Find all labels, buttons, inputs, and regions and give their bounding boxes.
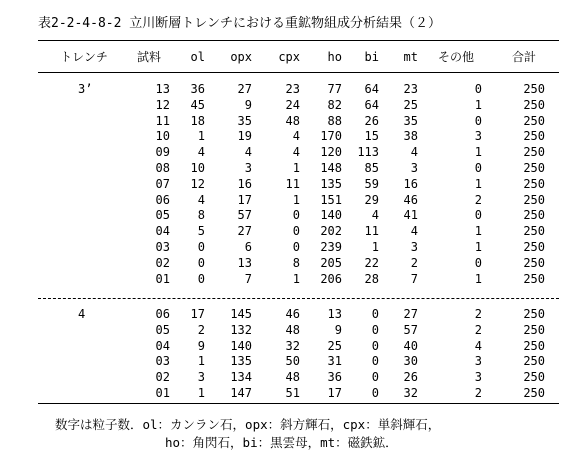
cell-ho: 206 bbox=[320, 271, 342, 286]
table-row bbox=[38, 354, 559, 369]
header-trench: トレンチ bbox=[60, 50, 108, 64]
table-row bbox=[38, 224, 559, 239]
cell-opx: 7 bbox=[244, 271, 252, 286]
cell-other: 3 bbox=[474, 354, 482, 369]
cell-total: 250 bbox=[523, 82, 545, 96]
table-row bbox=[38, 339, 559, 354]
cell-cpx: 0 bbox=[292, 240, 300, 254]
cell-ol: 4 bbox=[197, 145, 205, 160]
cell-total: 250 bbox=[523, 370, 545, 385]
cell-cpx: 50 bbox=[285, 354, 300, 369]
table-row bbox=[38, 208, 559, 223]
cell-total: 250 bbox=[523, 307, 545, 321]
cell-cpx: 1 bbox=[292, 192, 300, 207]
cell-ho: 88 bbox=[327, 113, 342, 128]
cell-mt: 30 bbox=[403, 354, 418, 369]
bottom-rule bbox=[38, 403, 559, 404]
cell-ol: 1 bbox=[197, 354, 205, 369]
cell-mt: 25 bbox=[403, 97, 418, 112]
cell-other: 3 bbox=[474, 129, 482, 144]
cell-ol: 0 bbox=[197, 271, 205, 286]
cell-ol: 45 bbox=[190, 97, 205, 112]
cell-other: 4 bbox=[474, 338, 482, 353]
cell-mt: 57 bbox=[403, 322, 418, 337]
cell-other: 0 bbox=[474, 255, 482, 270]
cell-opx: 19 bbox=[237, 129, 252, 144]
table-row bbox=[38, 193, 559, 208]
cell-total: 250 bbox=[523, 161, 545, 175]
cell-mt: 2 bbox=[410, 255, 418, 270]
cell-bi: 64 bbox=[364, 97, 379, 112]
cell-sample: 04 bbox=[155, 224, 170, 239]
cell-cpx: 48 bbox=[285, 370, 300, 385]
cell-total: 250 bbox=[523, 208, 545, 223]
cell-cpx: 8 bbox=[292, 255, 300, 270]
table-row bbox=[38, 129, 559, 144]
header-bi: bi bbox=[364, 50, 379, 64]
cell-total: 250 bbox=[523, 322, 545, 337]
cell-ol: 10 bbox=[190, 161, 205, 175]
cell-ol: 0 bbox=[197, 240, 205, 254]
cell-ho: 151 bbox=[320, 192, 342, 207]
cell-mt: 3 bbox=[410, 240, 418, 254]
cell-total: 250 bbox=[523, 176, 545, 191]
cell-opx: 6 bbox=[244, 240, 252, 254]
table-title: 表2-2-4-8-2 立川断層トレンチにおける重鉱物組成分析結果（２） bbox=[38, 16, 441, 31]
cell-other: 1 bbox=[474, 224, 482, 239]
cell-bi: 4 bbox=[371, 208, 379, 223]
cell-opx: 132 bbox=[230, 322, 252, 337]
cell-other: 1 bbox=[474, 97, 482, 112]
table-row bbox=[38, 370, 559, 385]
cell-ol: 5 bbox=[197, 224, 205, 239]
cell-bi: 85 bbox=[364, 161, 379, 175]
cell-ho: 135 bbox=[320, 176, 342, 191]
cell-ol: 3 bbox=[197, 370, 205, 385]
cell-bi: 1 bbox=[371, 240, 379, 254]
cell-opx: 57 bbox=[237, 208, 252, 223]
cell-mt: 23 bbox=[403, 82, 418, 96]
cell-other: 0 bbox=[474, 208, 482, 223]
cell-cpx: 48 bbox=[285, 113, 300, 128]
cell-ho: 140 bbox=[320, 208, 342, 223]
cell-bi: 0 bbox=[371, 386, 379, 400]
cell-ho: 239 bbox=[320, 240, 342, 254]
cell-mt: 4 bbox=[410, 145, 418, 160]
header-ol: ol bbox=[190, 50, 205, 64]
cell-mt: 41 bbox=[403, 208, 418, 223]
table-row bbox=[38, 98, 559, 113]
cell-other: 0 bbox=[474, 82, 482, 96]
cell-bi: 0 bbox=[371, 307, 379, 321]
cell-sample: 02 bbox=[155, 370, 170, 385]
cell-mt: 4 bbox=[410, 224, 418, 239]
cell-other: 2 bbox=[474, 386, 482, 400]
cell-ol: 18 bbox=[190, 113, 205, 128]
cell-bi: 29 bbox=[364, 192, 379, 207]
cell-opx: 35 bbox=[237, 113, 252, 128]
header-other: その他 bbox=[437, 50, 474, 64]
table-row bbox=[38, 177, 559, 192]
cell-opx: 145 bbox=[230, 307, 252, 321]
cell-other: 3 bbox=[474, 370, 482, 385]
cell-ol: 9 bbox=[197, 338, 205, 353]
cell-opx: 3 bbox=[244, 161, 252, 175]
header-mt: mt bbox=[403, 50, 418, 64]
cell-bi: 59 bbox=[364, 176, 379, 191]
table-row bbox=[38, 272, 559, 287]
cell-ol: 1 bbox=[197, 386, 205, 400]
cell-bi: 0 bbox=[371, 354, 379, 369]
header-cpx: cpx bbox=[278, 50, 300, 64]
cell-ho: 170 bbox=[320, 129, 342, 144]
cell-total: 250 bbox=[523, 97, 545, 112]
cell-mt: 32 bbox=[403, 386, 418, 400]
cell-total: 250 bbox=[523, 224, 545, 239]
cell-sample: 01 bbox=[155, 271, 170, 286]
cell-ol: 0 bbox=[197, 255, 205, 270]
table-row bbox=[38, 161, 559, 176]
cell-opx: 27 bbox=[237, 224, 252, 239]
cell-sample: 06 bbox=[155, 192, 170, 207]
cell-sample: 01 bbox=[155, 386, 170, 400]
header-sample: 試料 bbox=[136, 50, 161, 64]
cell-ho: 77 bbox=[327, 82, 342, 96]
cell-cpx: 0 bbox=[292, 224, 300, 239]
cell-ol: 1 bbox=[197, 129, 205, 144]
cell-bi: 11 bbox=[364, 224, 379, 239]
cell-bi: 0 bbox=[371, 322, 379, 337]
cell-ol: 17 bbox=[190, 307, 205, 321]
cell-cpx: 0 bbox=[292, 208, 300, 223]
cell-opx: 9 bbox=[244, 97, 252, 112]
cell-cpx: 32 bbox=[285, 338, 300, 353]
cell-bi: 26 bbox=[364, 113, 379, 128]
table-row bbox=[38, 256, 559, 271]
cell-sample: 05 bbox=[155, 208, 170, 223]
cell-ol: 8 bbox=[197, 208, 205, 223]
cell-sample: 08 bbox=[155, 161, 170, 175]
cell-opx: 27 bbox=[237, 82, 252, 96]
table-row bbox=[38, 82, 559, 97]
cell-opx: 4 bbox=[244, 145, 252, 160]
cell-other: 1 bbox=[474, 240, 482, 254]
cell-ho: 148 bbox=[320, 161, 342, 175]
cell-other: 2 bbox=[474, 192, 482, 207]
table-row bbox=[38, 386, 559, 401]
cell-cpx: 1 bbox=[292, 271, 300, 286]
cell-bi: 0 bbox=[371, 370, 379, 385]
cell-mt: 46 bbox=[403, 192, 418, 207]
cell-total: 250 bbox=[523, 192, 545, 207]
cell-total: 250 bbox=[523, 113, 545, 128]
footnote-line-2: ho：角閃石，bi：黒雲母，mt：磁鉄鉱． bbox=[165, 435, 398, 450]
cell-mt: 26 bbox=[403, 370, 418, 385]
cell-ho: 36 bbox=[327, 370, 342, 385]
cell-ho: 205 bbox=[320, 255, 342, 270]
trench-label: 3’ bbox=[78, 82, 93, 96]
cell-cpx: 4 bbox=[292, 129, 300, 144]
cell-cpx: 48 bbox=[285, 322, 300, 337]
cell-ho: 120 bbox=[320, 145, 342, 160]
cell-cpx: 1 bbox=[292, 161, 300, 175]
header-opx: opx bbox=[230, 50, 252, 64]
cell-bi: 64 bbox=[364, 82, 379, 96]
cell-total: 250 bbox=[523, 240, 545, 254]
cell-mt: 40 bbox=[403, 338, 418, 353]
cell-sample: 12 bbox=[155, 97, 170, 112]
cell-mt: 16 bbox=[403, 176, 418, 191]
footnote-line-1: 数字は粒子数．ol：カンラン石，opx：斜方輝石，cpx：単斜輝石， bbox=[55, 417, 441, 432]
cell-sample: 05 bbox=[155, 322, 170, 337]
cell-ho: 25 bbox=[327, 338, 342, 353]
cell-total: 250 bbox=[523, 338, 545, 353]
cell-opx: 135 bbox=[230, 354, 252, 369]
cell-other: 1 bbox=[474, 271, 482, 286]
cell-ol: 12 bbox=[190, 176, 205, 191]
trench-label: 4 bbox=[78, 307, 86, 321]
cell-opx: 134 bbox=[230, 370, 252, 385]
cell-total: 250 bbox=[523, 354, 545, 369]
cell-bi: 22 bbox=[364, 255, 379, 270]
cell-ol: 2 bbox=[197, 322, 205, 337]
cell-other: 1 bbox=[474, 145, 482, 160]
cell-cpx: 46 bbox=[285, 307, 300, 321]
cell-total: 250 bbox=[523, 129, 545, 144]
cell-other: 0 bbox=[474, 113, 482, 128]
cell-sample: 11 bbox=[155, 113, 170, 128]
cell-sample: 07 bbox=[155, 176, 170, 191]
cell-sample: 10 bbox=[155, 129, 170, 144]
cell-bi: 15 bbox=[364, 129, 379, 144]
table-row bbox=[38, 145, 559, 160]
cell-other: 2 bbox=[474, 307, 482, 321]
cell-cpx: 4 bbox=[292, 145, 300, 160]
table-row bbox=[38, 240, 559, 255]
cell-mt: 7 bbox=[410, 271, 418, 286]
cell-bi: 0 bbox=[371, 338, 379, 353]
cell-opx: 13 bbox=[237, 255, 252, 270]
cell-sample: 04 bbox=[155, 338, 170, 353]
cell-ho: 31 bbox=[327, 354, 342, 369]
cell-bi: 28 bbox=[364, 271, 379, 286]
cell-bi: 113 bbox=[357, 145, 379, 160]
table-row bbox=[38, 307, 559, 322]
cell-ol: 4 bbox=[197, 192, 205, 207]
cell-sample: 09 bbox=[155, 145, 170, 160]
cell-cpx: 11 bbox=[285, 176, 300, 191]
cell-opx: 147 bbox=[230, 386, 252, 400]
table-row bbox=[38, 323, 559, 338]
cell-ho: 17 bbox=[327, 386, 342, 400]
cell-total: 250 bbox=[523, 145, 545, 160]
table-header bbox=[38, 50, 559, 65]
cell-opx: 140 bbox=[230, 338, 252, 353]
cell-mt: 27 bbox=[403, 307, 418, 321]
cell-total: 250 bbox=[523, 271, 545, 286]
cell-ol: 36 bbox=[190, 82, 205, 96]
cell-mt: 3 bbox=[410, 161, 418, 175]
cell-sample: 06 bbox=[155, 307, 170, 321]
cell-opx: 17 bbox=[237, 192, 252, 207]
header-total: 合計 bbox=[511, 50, 536, 64]
cell-cpx: 51 bbox=[285, 386, 300, 400]
cell-total: 250 bbox=[523, 255, 545, 270]
cell-cpx: 24 bbox=[285, 97, 300, 112]
header-ho: ho bbox=[327, 50, 342, 64]
cell-ho: 82 bbox=[327, 97, 342, 112]
cell-ho: 9 bbox=[334, 322, 342, 337]
cell-other: 0 bbox=[474, 161, 482, 175]
header-rule bbox=[38, 72, 559, 73]
cell-mt: 35 bbox=[403, 113, 418, 128]
cell-sample: 03 bbox=[155, 240, 170, 254]
cell-sample: 02 bbox=[155, 255, 170, 270]
cell-cpx: 23 bbox=[285, 82, 300, 96]
top-rule bbox=[38, 40, 559, 41]
cell-opx: 16 bbox=[237, 176, 252, 191]
cell-sample: 03 bbox=[155, 354, 170, 369]
cell-total: 250 bbox=[523, 386, 545, 400]
table-row bbox=[38, 114, 559, 129]
group-separator bbox=[38, 298, 559, 299]
cell-sample: 13 bbox=[155, 82, 170, 96]
cell-ho: 202 bbox=[320, 224, 342, 239]
cell-ho: 13 bbox=[327, 307, 342, 321]
cell-other: 2 bbox=[474, 322, 482, 337]
cell-mt: 38 bbox=[403, 129, 418, 144]
cell-other: 1 bbox=[474, 176, 482, 191]
